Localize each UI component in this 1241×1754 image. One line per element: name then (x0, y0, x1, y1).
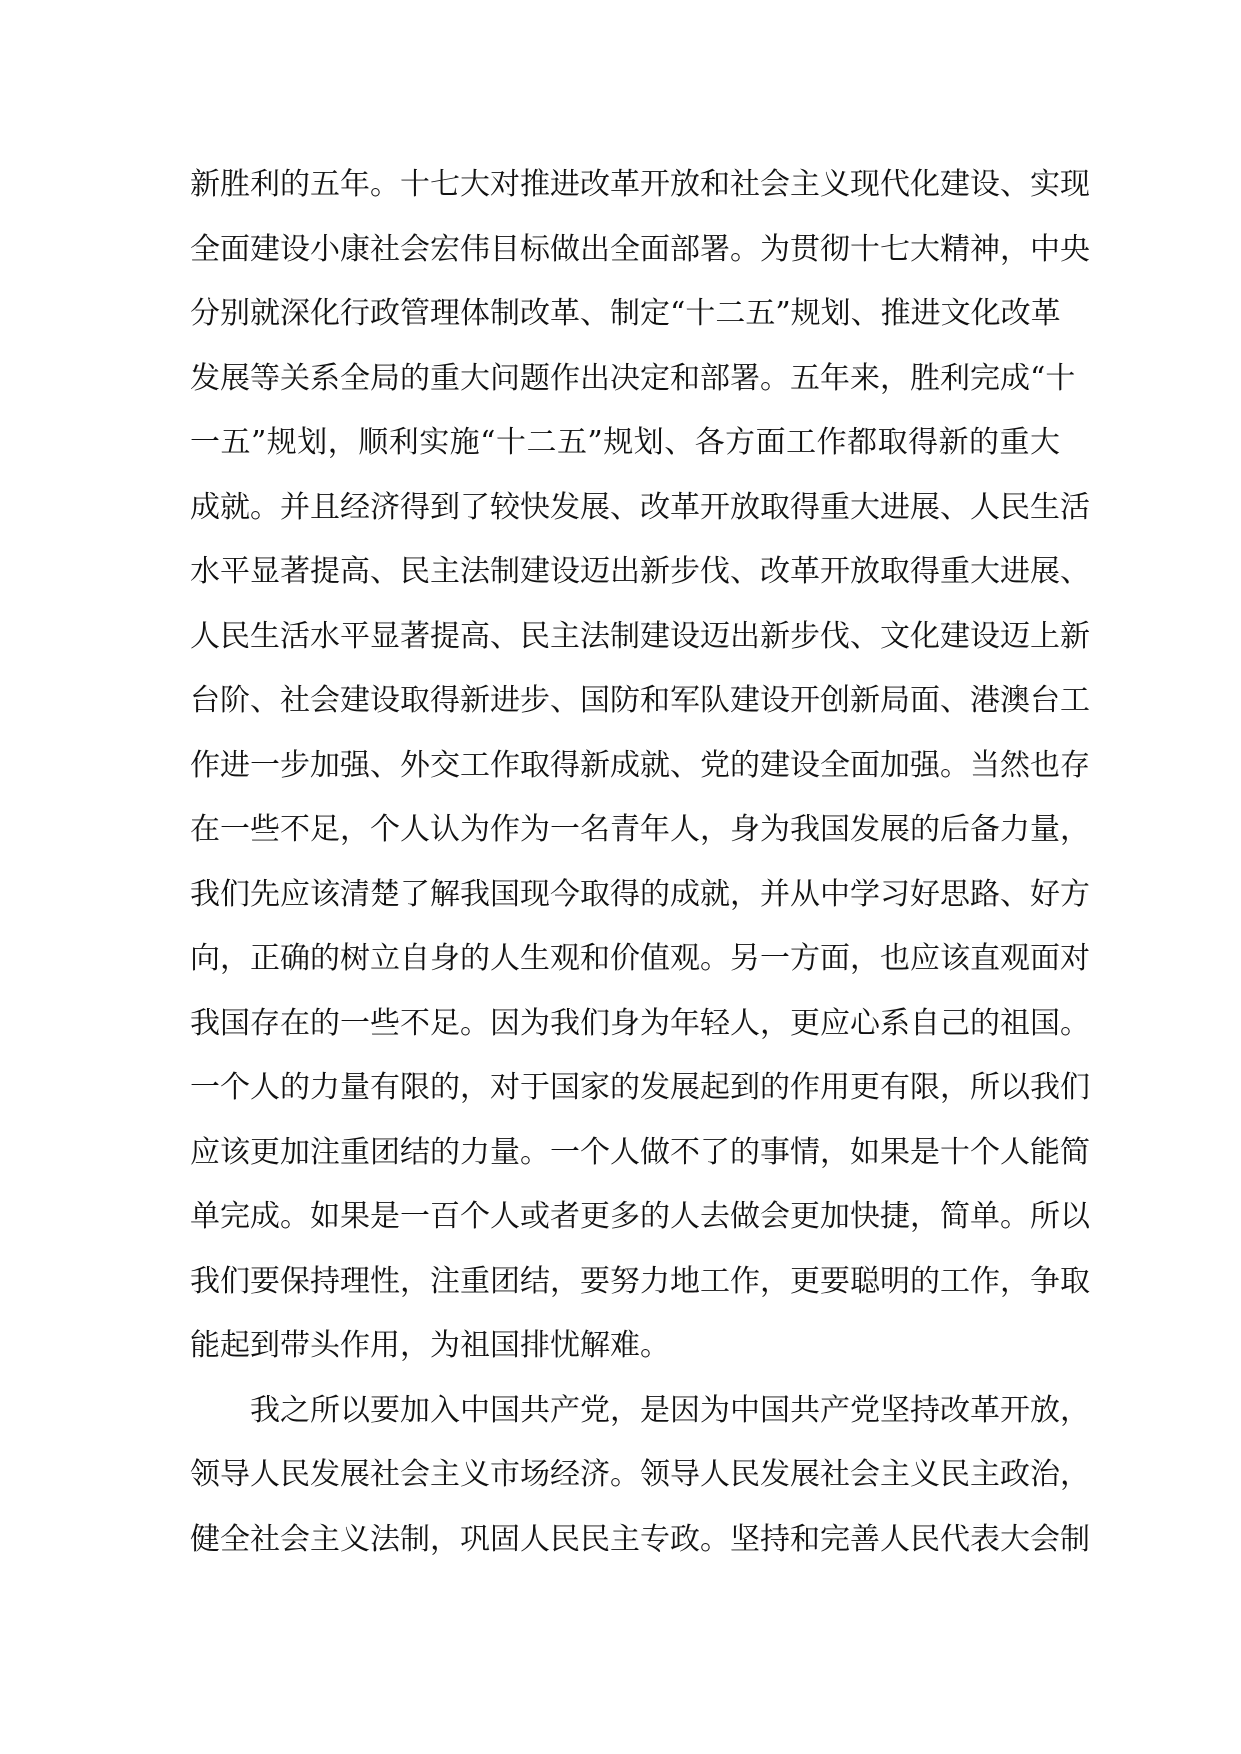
text-line: 人民生活水平显著提高、民主法制建设迈出新步伐、文化建设迈上新 (190, 618, 1090, 654)
text-line: 发展等关系全局的重大问题作出决定和部署。五年来，胜利完成“十 (190, 360, 1076, 396)
text-line: 水平显著提高、民主法制建设迈出新步伐、改革开放取得重大进展、 (190, 554, 1090, 589)
text-line: 单完成。如果是一百个人或者更多的人去做会更加快捷，简单。所以 (190, 1199, 1090, 1234)
text-line: 领导人民发展社会主义市场经济。领导人民发展社会主义民主政治， (190, 1457, 1090, 1492)
text-line: 在一些不足，个人认为作为一名青年人，身为我国发展的后备力量， (190, 812, 1090, 847)
text-line: 我们先应该清楚了解我国现今取得的成就，并从中学习好思路、好方 (190, 876, 1090, 912)
text-line: 应该更加注重团结的力量。一个人做不了的事情，如果是十个人能简 (190, 1134, 1090, 1170)
text-line: 我国存在的一些不足。因为我们身为年轻人，更应心系自己的祖国。 (190, 1005, 1090, 1041)
text-line: 一五”规划，顺利实施“十二五”规划、各方面工作都取得新的重大 (190, 425, 1060, 460)
text-line: 新胜利的五年。十七大对推进改革开放和社会主义现代化建设、实现 (190, 167, 1090, 202)
text-line: 向，正确的树立自身的人生观和价值观。另一方面，也应该直观面对 (190, 941, 1090, 976)
text-line: 台阶、社会建设取得新进步、国防和军队建设开创新局面、港澳台工 (190, 683, 1090, 718)
text-line: 作进一步加强、外交工作取得新成就、党的建设全面加强。当然也存 (190, 747, 1090, 783)
text-line: 成就。并且经济得到了较快发展、改革开放取得重大进展、人民生活 (190, 489, 1090, 525)
text-line: 一个人的力量有限的，对于国家的发展起到的作用更有限，所以我们 (190, 1070, 1090, 1105)
text-line: 我们要保持理性，注重团结，要努力地工作，更要聪明的工作，争取 (190, 1263, 1090, 1299)
text-line: 全面建设小康社会宏伟目标做出全面部署。为贯彻十七大精神，中央 (190, 231, 1090, 267)
paragraph-end-line: 能起到带头作用，为祖国排忧解难。 (190, 1328, 670, 1363)
paragraph-start-line: 我之所以要加入中国共产党，是因为中国共产党坚持改革开放， (250, 1392, 1090, 1428)
text-line: 健全社会主义法制，巩固人民民主专政。坚持和完善人民代表大会制 (190, 1521, 1090, 1557)
body-text (190, 153, 1090, 1572)
text-line: 分别就深化行政管理体制改革、制定“十二五”规划、推进文化改革 (190, 296, 1061, 331)
